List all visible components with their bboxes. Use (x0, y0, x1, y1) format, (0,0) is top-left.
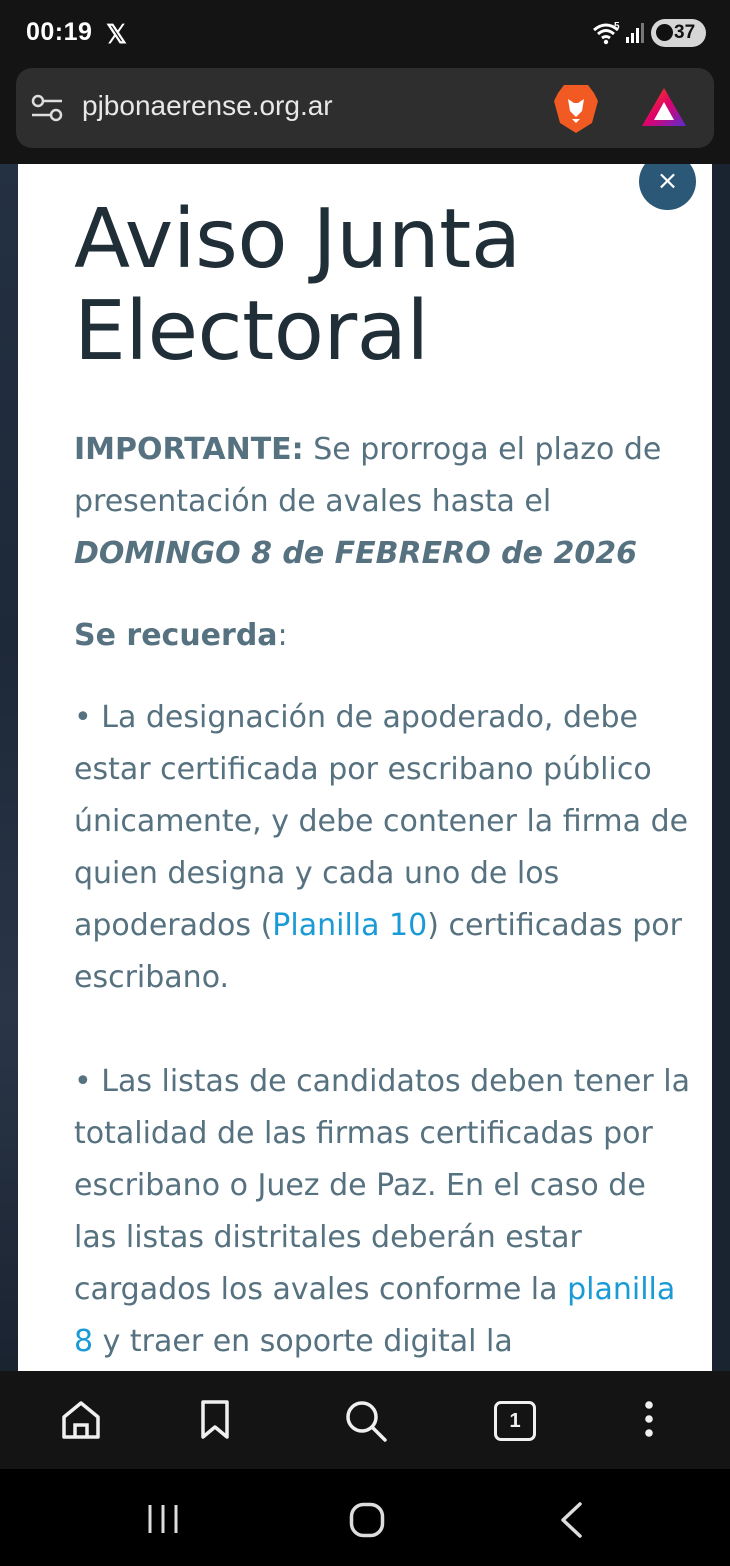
status-time: 00:19 (26, 18, 93, 46)
bullet-apoderado (74, 692, 694, 1004)
brave-rewards-icon[interactable] (640, 86, 688, 130)
important-text: Se prorroga el plazo de presentación de avales hasta el (74, 432, 662, 519)
site-settings-icon[interactable] (30, 92, 64, 124)
status-bar (0, 0, 730, 66)
back-icon[interactable] (558, 1501, 584, 1539)
address-bar[interactable] (16, 68, 714, 148)
browser-toolbar (0, 66, 730, 164)
battery-level: 37 (674, 22, 696, 43)
notice-modal (18, 164, 712, 1371)
bullet2-text-before: • Las listas de candidatos deben tener la totalidad de las firmas certificadas por escribano o Juez de Paz. En el caso de las listas distritales deberán estar cargados los avales conforme la (74, 1064, 690, 1307)
remember-paragraph (74, 610, 694, 662)
background-image (0, 164, 18, 1371)
home-icon[interactable] (60, 1399, 102, 1441)
home-circle-icon[interactable] (349, 1502, 385, 1538)
url-text[interactable]: pjbonaerense.org.ar (82, 90, 333, 121)
planilla-10-link[interactable]: Planilla 10 (272, 908, 428, 943)
system-navigation-bar (0, 1469, 730, 1566)
bullet1-text-before: • La designación de apoderado, debe estar certificada por escribano público únicamente, y debe contener la firma de quien designa y cada uno de los apoderados ( (74, 700, 689, 943)
more-icon[interactable] (640, 1399, 658, 1441)
browser-bottom-bar (0, 1371, 730, 1469)
important-label: IMPORTANTE: (74, 432, 304, 467)
search-icon[interactable] (344, 1399, 388, 1443)
wifi-badge: 5 (614, 21, 620, 32)
battery-saver-icon (656, 24, 673, 41)
close-button[interactable]: × (639, 164, 696, 210)
remember-label: Se recuerda (74, 618, 278, 653)
wifi-icon (592, 20, 622, 46)
battery-indicator (651, 19, 706, 47)
bullet1-text-after: ) certificadas por escribano. (74, 908, 682, 995)
modal-content (74, 424, 694, 1368)
bookmark-icon[interactable] (198, 1399, 232, 1441)
bullet2-text-after: y traer en soporte digital la (93, 1324, 513, 1359)
remember-suffix: : (277, 618, 288, 653)
deadline-date: DOMINGO 8 de FEBRERO de 2026 (74, 536, 637, 571)
brave-shields-icon[interactable] (552, 83, 600, 135)
x-app-icon: 𝕏 (106, 19, 127, 49)
signal-icon (625, 22, 645, 44)
tabs-icon[interactable]: 1 (494, 1401, 536, 1441)
recents-icon[interactable] (146, 1503, 180, 1535)
planilla-8-link[interactable]: planilla 8 (74, 1272, 676, 1359)
modal-title: Aviso Junta Electoral (74, 192, 521, 379)
bullet-listas (74, 1056, 694, 1368)
page-background (0, 164, 730, 1371)
important-paragraph (74, 424, 694, 580)
